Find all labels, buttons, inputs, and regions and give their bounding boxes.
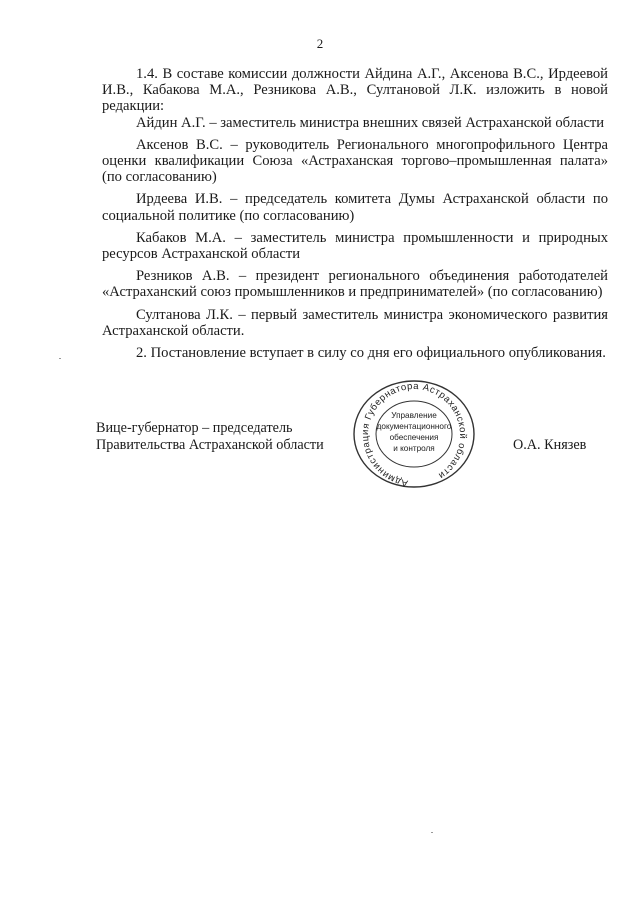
document-body — [102, 66, 608, 361]
signer-position-line-1: Вице-губернатор – председатель — [96, 420, 293, 436]
scan-speck — [59, 358, 61, 359]
paragraph-member-aydin: Айдин А.Г. – заместитель министра внешних связей Астраханской области — [136, 114, 605, 131]
seal-center-line-3: обеспечения — [389, 433, 439, 442]
paragraph-member-aksenov: Аксенов В.С. – руководитель Регионального многопрофильного Центра оценки квалификации Союза «Астраханская торгово–промышленная палата» (по согласованию) — [102, 136, 608, 186]
signer-position-line-2: Правительства Астраханской области — [96, 436, 324, 453]
seal-center-line-1: Управление — [391, 411, 437, 420]
official-seal-stamp — [350, 378, 478, 490]
signer-position — [96, 420, 324, 454]
scan-speck — [431, 832, 433, 833]
page-number: 2 — [316, 36, 324, 51]
paragraph-effective-date: 2. Постановление вступает в силу со дня его официального опубликования. — [136, 345, 606, 362]
paragraph-member-reznikov: Резников А.В. – президент регионального объединения работодателей «Астраханский союз промышленников и предпринимателей» (по согласованию) — [102, 268, 608, 301]
paragraph-member-irdeeva: Ирдеева И.В. – председатель комитета Думы Астраханской области по социальной политике (по согласованию) — [102, 191, 608, 224]
paragraph-member-sultanova: Султанова Л.К. – первый заместитель министра экономического развития Астраханской области. — [102, 306, 608, 339]
seal-center-line-4: и контроля — [393, 444, 435, 453]
signer-name: О.А. Князев — [513, 437, 587, 453]
paragraph-commission-change: 1.4. В составе комиссии должности Айдина А.Г., Аксенова В.С., Ирдеевой И.В., Кабакова М.А., Резникова А.В., Султановой Л.К. изложить в новой редакции: — [102, 66, 608, 115]
paragraph-member-kabakov: Кабаков М.А. – заместитель министра промышленности и природных ресурсов Астраханской области — [102, 229, 608, 263]
seal-center-line-2: документационного — [376, 422, 452, 431]
seal-ring-text: Администрация Губернатора Астраханской области — [359, 380, 469, 489]
